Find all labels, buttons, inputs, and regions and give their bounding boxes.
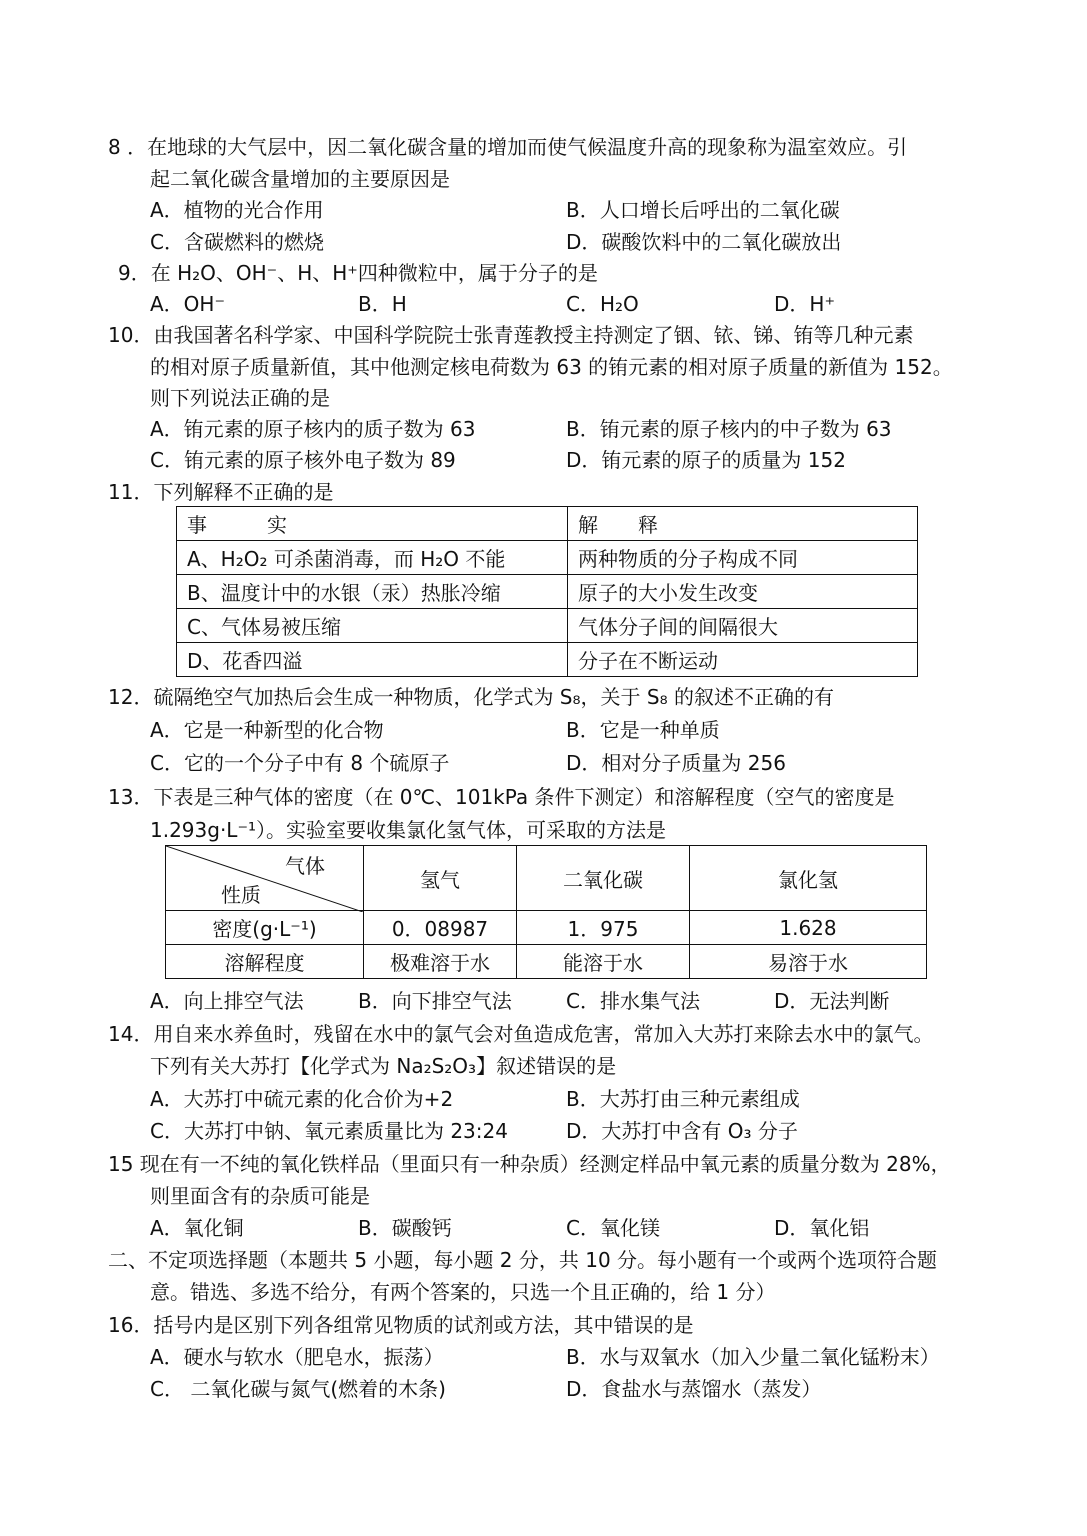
q13-col-co2: 二氧化碳 [517,846,690,911]
q9-option-c: C．H₂O [566,292,639,316]
q10-stem-line2: 的相对原子质量新值，其中他测定核电荷数为 63 的铕元素的相对原子质量的新值为 152。 [150,355,953,379]
q13-stem-line2: 1.293g·L⁻¹）。实验室要收集氯化氢气体，可采取的方法是 [150,818,667,842]
q8-option-d: D．碳酸饮料中的二氧化碳放出 [566,230,842,254]
q8-option-c: C．含碳燃料的燃烧 [150,230,324,254]
q11-row-d-fact: D、花香四溢 [177,643,568,677]
q13-col-hcl: 氯化氢 [690,846,927,911]
q13-solubility-hydrogen: 极难溶于水 [364,945,517,979]
q16-option-b: B．水与双氧水（加入少量二氧化锰粉末） [566,1345,940,1369]
q13-corner-cell [166,846,364,911]
section2-heading-line1: 二、不定项选择题（本题共 5 小题，每小题 2 分，共 10 分。每小题有一个或两个选项符合题 [108,1248,938,1272]
q14-option-d: D．大苏打中含有 O₃ 分子 [566,1119,798,1143]
q11-row-c-fact: C、气体易被压缩 [177,609,568,643]
q11-row-a-fact: A、H₂O₂ 可杀菌消毒，而 H₂O 不能 [177,541,568,575]
q12-stem: 12．硫隔绝空气加热后会生成一种物质，化学式为 S₈，关于 S₈ 的叙述不正确的有 [108,685,834,709]
q13-solubility-hcl: 易溶于水 [690,945,927,979]
q11-header-fact: 事 实 [177,507,568,541]
q10-stem-line3: 则下列说法正确的是 [150,386,330,410]
q13-density-hydrogen: 0．08987 [364,911,517,945]
q11-row-a-explanation: 两种物质的分子构成不同 [568,541,918,575]
q13-solubility-label: 溶解程度 [166,945,364,979]
q13-density-hcl: 1.628 [690,911,927,945]
q8-stem-line2: 起二氧化碳含量增加的主要原因是 [150,167,450,191]
q11-row-c-explanation: 气体分子间的间隔很大 [568,609,918,643]
q13-solubility-co2: 能溶于水 [517,945,690,979]
q15-option-d: D．氧化铝 [774,1216,870,1240]
q14-stem-line2: 下列有关大苏打【化学式为 Na₂S₂O₃】叙述错误的是 [150,1054,617,1078]
q14-stem-line1: 14．用自来水养鱼时，残留在水中的氯气会对鱼造成危害，常加入大苏打来除去水中的氯气。 [108,1022,934,1046]
q15-option-a: A．氧化铜 [150,1216,244,1240]
q13-corner-property: 性质 [221,883,261,907]
q9-option-a: A．OH⁻ [150,292,226,316]
q8-option-b: B．人口增长后呼出的二氧化碳 [566,198,840,222]
q15-option-b: B．碳酸钙 [358,1216,452,1240]
q13-option-a: A．向上排空气法 [150,989,304,1013]
q10-option-a: A．铕元素的原子核内的质子数为 63 [150,417,476,441]
q11-stem: 11．下列解释不正确的是 [108,480,334,504]
q13-corner-gas: 气体 [285,854,325,878]
q15-stem-line2: 则里面含有的杂质可能是 [150,1184,370,1208]
q11-row-b-fact: B、温度计中的水银（汞）热胀冷缩 [177,575,568,609]
q13-col-hydrogen: 氢气 [364,846,517,911]
q10-option-c: C．铕元素的原子核外电子数为 89 [150,448,456,472]
q16-option-c: C． 二氧化碳与氮气(燃着的木条) [150,1377,446,1401]
q12-option-c: C．它的一个分子中有 8 个硫原子 [150,751,450,775]
q11-header-explanation: 解 释 [568,507,918,541]
q10-stem-line1: 10．由我国著名科学家、中国科学院院士张青莲教授主持测定了铟、铱、锑、铕等几种元素 [108,323,914,347]
q13-option-b: B．向下排空气法 [358,989,512,1013]
q13-density-co2: 1．975 [517,911,690,945]
q8-stem-line1: 8 ．在地球的大气层中，因二氧化碳含量的增加而使气候温度升高的现象称为温室效应。引 [108,135,908,159]
section2-heading-line2: 意。错选、多选不给分，有两个答案的，只选一个且正确的，给 1 分） [150,1280,776,1304]
q11-row-d-explanation: 分子在不断运动 [568,643,918,677]
q16-stem: 16．括号内是区别下列各组常见物质的试剂或方法，其中错误的是 [108,1313,694,1337]
q10-option-d: D．铕元素的原子的质量为 152 [566,448,846,472]
q8-option-a: A．植物的光合作用 [150,198,324,222]
q12-option-d: D．相对分子质量为 256 [566,751,786,775]
q15-stem-line1: 15 现在有一不纯的氧化铁样品（里面只有一种杂质）经测定样品中氧元素的质量分数为 28%， [108,1152,951,1176]
q11-row-b-explanation: 原子的大小发生改变 [568,575,918,609]
q12-option-a: A．它是一种新型的化合物 [150,718,384,742]
q13-table [165,845,927,979]
q16-option-d: D．食盐水与蒸馏水（蒸发） [566,1377,822,1401]
q10-option-b: B．铕元素的原子核内的中子数为 63 [566,417,892,441]
diagonal-line-icon [166,846,363,912]
q12-option-b: B．它是一种单质 [566,718,720,742]
q11-table [176,506,918,677]
q13-option-c: C．排水集气法 [566,989,700,1013]
q16-option-a: A．硬水与软水（肥皂水，振荡） [150,1345,444,1369]
q9-option-b: B．H [358,292,407,316]
q13-option-d: D．无法判断 [774,989,890,1013]
q13-density-label: 密度(g·L⁻¹) [166,911,364,945]
q14-option-c: C．大苏打中钠、氧元素质量比为 23:24 [150,1119,508,1143]
q13-stem-line1: 13．下表是三种气体的密度（在 0℃、101kPa 条件下测定）和溶解程度（空气的密度是 [108,785,895,809]
q9-stem: 9．在 H₂O、OH⁻、H、H⁺四种微粒中，属于分子的是 [118,261,598,285]
q14-option-b: B．大苏打由三种元素组成 [566,1087,800,1111]
q9-option-d: D．H⁺ [774,292,835,316]
q15-option-c: C．氧化镁 [566,1216,660,1240]
q14-option-a: A．大苏打中硫元素的化合价为+2 [150,1087,454,1111]
